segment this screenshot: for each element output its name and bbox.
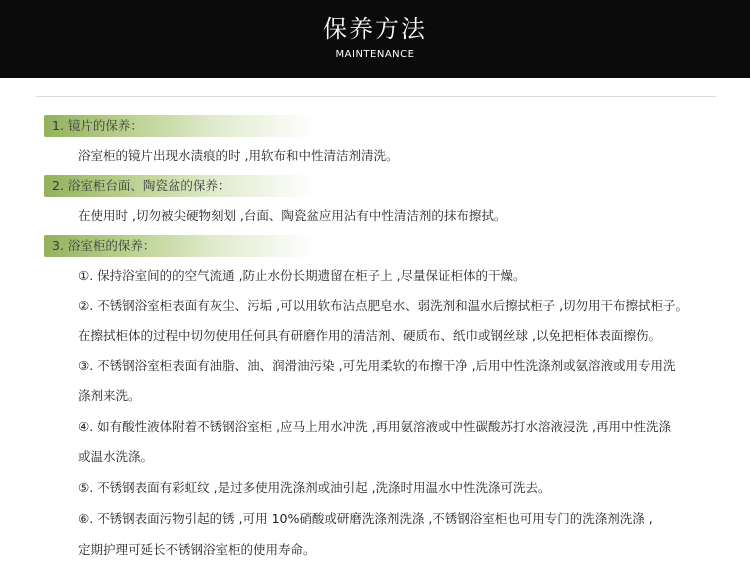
- section-heading-countertop: 2. 浴室柜台面、陶瓷盆的保养：: [44, 175, 364, 197]
- section-heading-lens: 1. 镜片的保养：: [44, 115, 364, 137]
- section-heading-cabinet: 3. 浴室柜的保养：: [44, 235, 364, 257]
- section-3-line-5: 涤剂来洗。: [78, 388, 141, 403]
- divider: [36, 96, 716, 97]
- section-1-line-1: 浴室柜的镜片出现水渍痕的时 ,用软布和中性清洁剂清洗。: [78, 148, 399, 163]
- section-3-line-7: 或温水洗涤。: [78, 449, 154, 464]
- section-3-line-1: ①. 保持浴室间的的空气流通 ,防止水份长期遗留在柜子上 ,尽量保证柜体的干燥。: [78, 268, 526, 283]
- page-subtitle: MAINTENANCE: [335, 49, 415, 60]
- section-3-line-2: ②. 不锈钢浴室柜表面有灰尘、污垢 ,可以用软布沾点肥皂水、弱洗剂和温水后擦拭柜子 ,切勿用干布擦拭柜子。: [78, 298, 689, 313]
- section-3-line-10: 定期护理可延长不锈钢浴室柜的使用寿命。: [78, 542, 316, 557]
- section-3-line-6: ④. 如有酸性液体附着不锈钢浴室柜 ,应马上用水冲洗 ,再用氨溶液或中性碳酸苏打水溶液浸洗 ,再用中性洗涤: [78, 419, 671, 434]
- header-banner: [0, 0, 750, 78]
- section-3-line-4: ③. 不锈钢浴室柜表面有油脂、油、润滑油污染 ,可先用柔软的布擦干净 ,后用中性洗涤剂或氨溶液或用专用洗: [78, 358, 676, 373]
- section-3-line-3: 在擦拭柜体的过程中切勿使用任何具有研磨作用的清洁剂、硬质布、纸巾或钢丝球 ,以免把柜体表面擦伤。: [78, 328, 661, 343]
- section-3-line-9: ⑥. 不锈钢表面污物引起的锈 ,可用 10%硝酸或研磨洗涤剂洗涤 ,不锈钢浴室柜也可用专门的洗涤剂洗涤 ,: [78, 511, 653, 526]
- section-3-line-8: ⑤. 不锈钢表面有彩虹纹 ,是过多使用洗涤剂或油引起 ,洗涤时用温水中性洗涤可洗去。: [78, 480, 551, 495]
- page-title: 保养方法: [323, 15, 427, 43]
- section-2-line-1: 在使用时 ,切勿被尖硬物刻划 ,台面、陶瓷盆应用沾有中性清洁剂的抹布擦拭。: [78, 208, 507, 223]
